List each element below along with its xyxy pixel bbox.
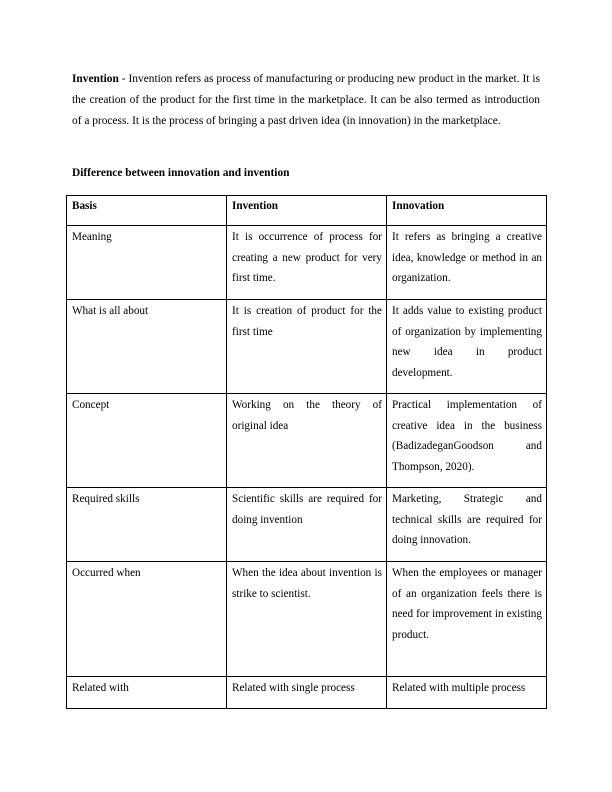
cell-innovation: Marketing, Strategic and technical skills are required for doing innovation. — [387, 488, 547, 562]
cell-basis: Required skills — [67, 488, 227, 562]
header-invention: Invention — [227, 196, 387, 226]
table-row — [67, 488, 547, 562]
cell-innovation: Related with multiple process — [387, 677, 547, 709]
comparison-table — [66, 195, 547, 709]
table-row — [67, 226, 547, 300]
table-header-row — [67, 196, 547, 226]
table-row — [67, 300, 547, 394]
invention-definition-paragraph — [72, 69, 540, 132]
cell-invention: It is creation of product for the first time — [227, 300, 387, 394]
cell-innovation: Practical implementation of creative idea in the business (BadizadeganGoodson and Thompson, 2020). — [387, 394, 547, 488]
header-basis: Basis — [67, 196, 227, 226]
cell-basis: Related with — [67, 677, 227, 709]
invention-definition-text: - Invention refers as process of manufacturing or producing new product in the market. It is the creation of the product for the first time in the marketplace. It can be also termed as introduction of a process. It is the process of bringing a past driven idea (in innovation) in the marketplace. — [72, 73, 540, 127]
cell-innovation: When the employees or manager of an organization feels there is need for improvement in existing product. — [387, 562, 547, 677]
invention-term: Invention — [72, 73, 119, 85]
table-row — [67, 562, 547, 677]
table-row — [67, 677, 547, 709]
cell-invention: Scientific skills are required for doing invention — [227, 488, 387, 562]
cell-invention: It is occurrence of process for creating a new product for very first time. — [227, 226, 387, 300]
cell-basis: What is all about — [67, 300, 227, 394]
cell-innovation: It refers as bringing a creative idea, knowledge or method in an organization. — [387, 226, 547, 300]
table-row — [67, 394, 547, 488]
header-innovation: Innovation — [387, 196, 547, 226]
cell-invention: Working on the theory of original idea — [227, 394, 387, 488]
cell-basis: Occurred when — [67, 562, 227, 677]
cell-invention: Related with single process — [227, 677, 387, 709]
section-heading: Difference between innovation and invention — [72, 167, 290, 179]
cell-basis: Concept — [67, 394, 227, 488]
cell-basis: Meaning — [67, 226, 227, 300]
cell-innovation: It adds value to existing product of organization by implementing new idea in product development. — [387, 300, 547, 394]
cell-invention: When the idea about invention is strike to scientist. — [227, 562, 387, 677]
